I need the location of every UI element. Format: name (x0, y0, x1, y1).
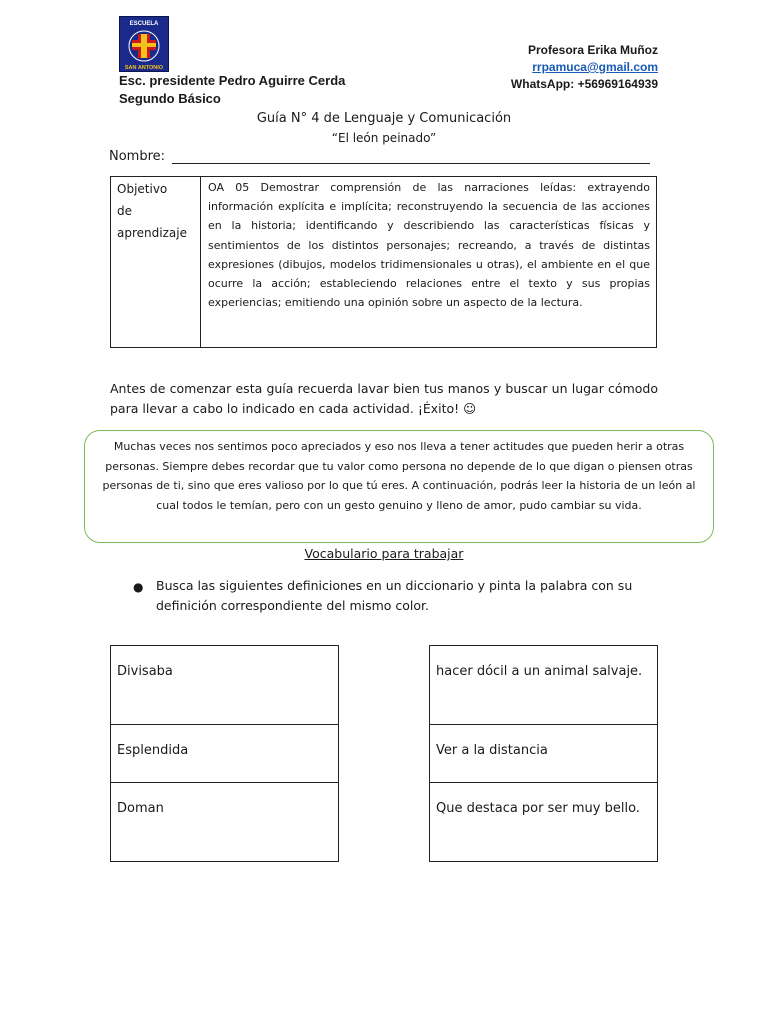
name-label: Nombre: (109, 149, 166, 164)
name-input-line[interactable] (172, 163, 650, 164)
bullet-icon: ● (133, 580, 144, 594)
school-name: Esc. presidente Pedro Aguirre Cerda (119, 73, 346, 88)
objective-table-divider (200, 176, 201, 348)
guide-title: Guía N° 4 de Lenguaje y Comunicación (256, 111, 512, 126)
school-logo (119, 16, 169, 72)
objective-label-line: de (117, 204, 132, 218)
message-box-text: Muchas veces nos sentimos poco apreciados y eso nos lleva a tener actitudes que pueden herir a otras personas. Siempre debes recordar que tu valor como persona no depende de lo que digan o piensen otras personas de ti, sino que eres valioso por lo que tú eres. A continuación, podrás leer la historia de un león al cual todos le temían, pero con un gesto genuino y lleno de amor, pudo cambiar su vida. (102, 440, 696, 512)
logo-bottom-text: SAN ANTONIO (124, 65, 164, 71)
objective-label-line: aprendizaje (117, 226, 187, 240)
teacher-name: Profesora Erika Muñoz (527, 43, 658, 57)
definition-cell[interactable]: Que destaca por ser muy bello. (430, 783, 658, 862)
logo-top-text: ESCUELA (129, 21, 159, 27)
definition-cell[interactable]: hacer dócil a un animal salvaje. (430, 646, 658, 725)
story-title: “El león peinado” (331, 131, 437, 145)
objective-label-line: Objetivo (117, 182, 168, 196)
vocabulary-instruction: Busca las siguientes definiciones en un diccionario y pinta la palabra con su definición correspondiente del mismo color. (156, 578, 633, 613)
intro-paragraph: Antes de comenzar esta guía recuerda lavar bien tus manos y buscar un lugar cómodo para llevar a cabo lo indicado en cada actividad. ¡Éxito! ☺ (110, 381, 658, 416)
vocabulary-title (0, 546, 768, 561)
word-cell[interactable]: Doman (111, 783, 339, 862)
word-cell[interactable]: Esplendida (111, 725, 339, 783)
objective-label (117, 178, 187, 244)
words-table (110, 645, 339, 862)
teacher-email-link[interactable]: rrpamuca@gmail.com (532, 60, 658, 74)
objective-text: OA 05 Demostrar comprensión de las narraciones leídas: extrayendo información explícita e implícita; reconstruyendo la secuencia de las acciones en la historia; identificando y describiendo las características físicas y sentimientos de los distintos personajes; recreando, a través de distintas expresiones (dibujos, modelos tridimensionales u otras), el ambiente en el que ocurre la acción; estableciendo relaciones entre el texto y sus propias experiencias; emitiendo una opinión sobre un aspecto de la lectura. (208, 181, 650, 310)
vocabulary-title-text: Vocabulario para trabajar (304, 546, 464, 561)
definition-cell[interactable]: Ver a la distancia (430, 725, 658, 783)
word-cell[interactable]: Divisaba (111, 646, 339, 725)
grade-label: Segundo Básico (119, 91, 221, 106)
definitions-table (429, 645, 658, 862)
teacher-phone: WhatsApp: +56969164939 (510, 77, 658, 91)
